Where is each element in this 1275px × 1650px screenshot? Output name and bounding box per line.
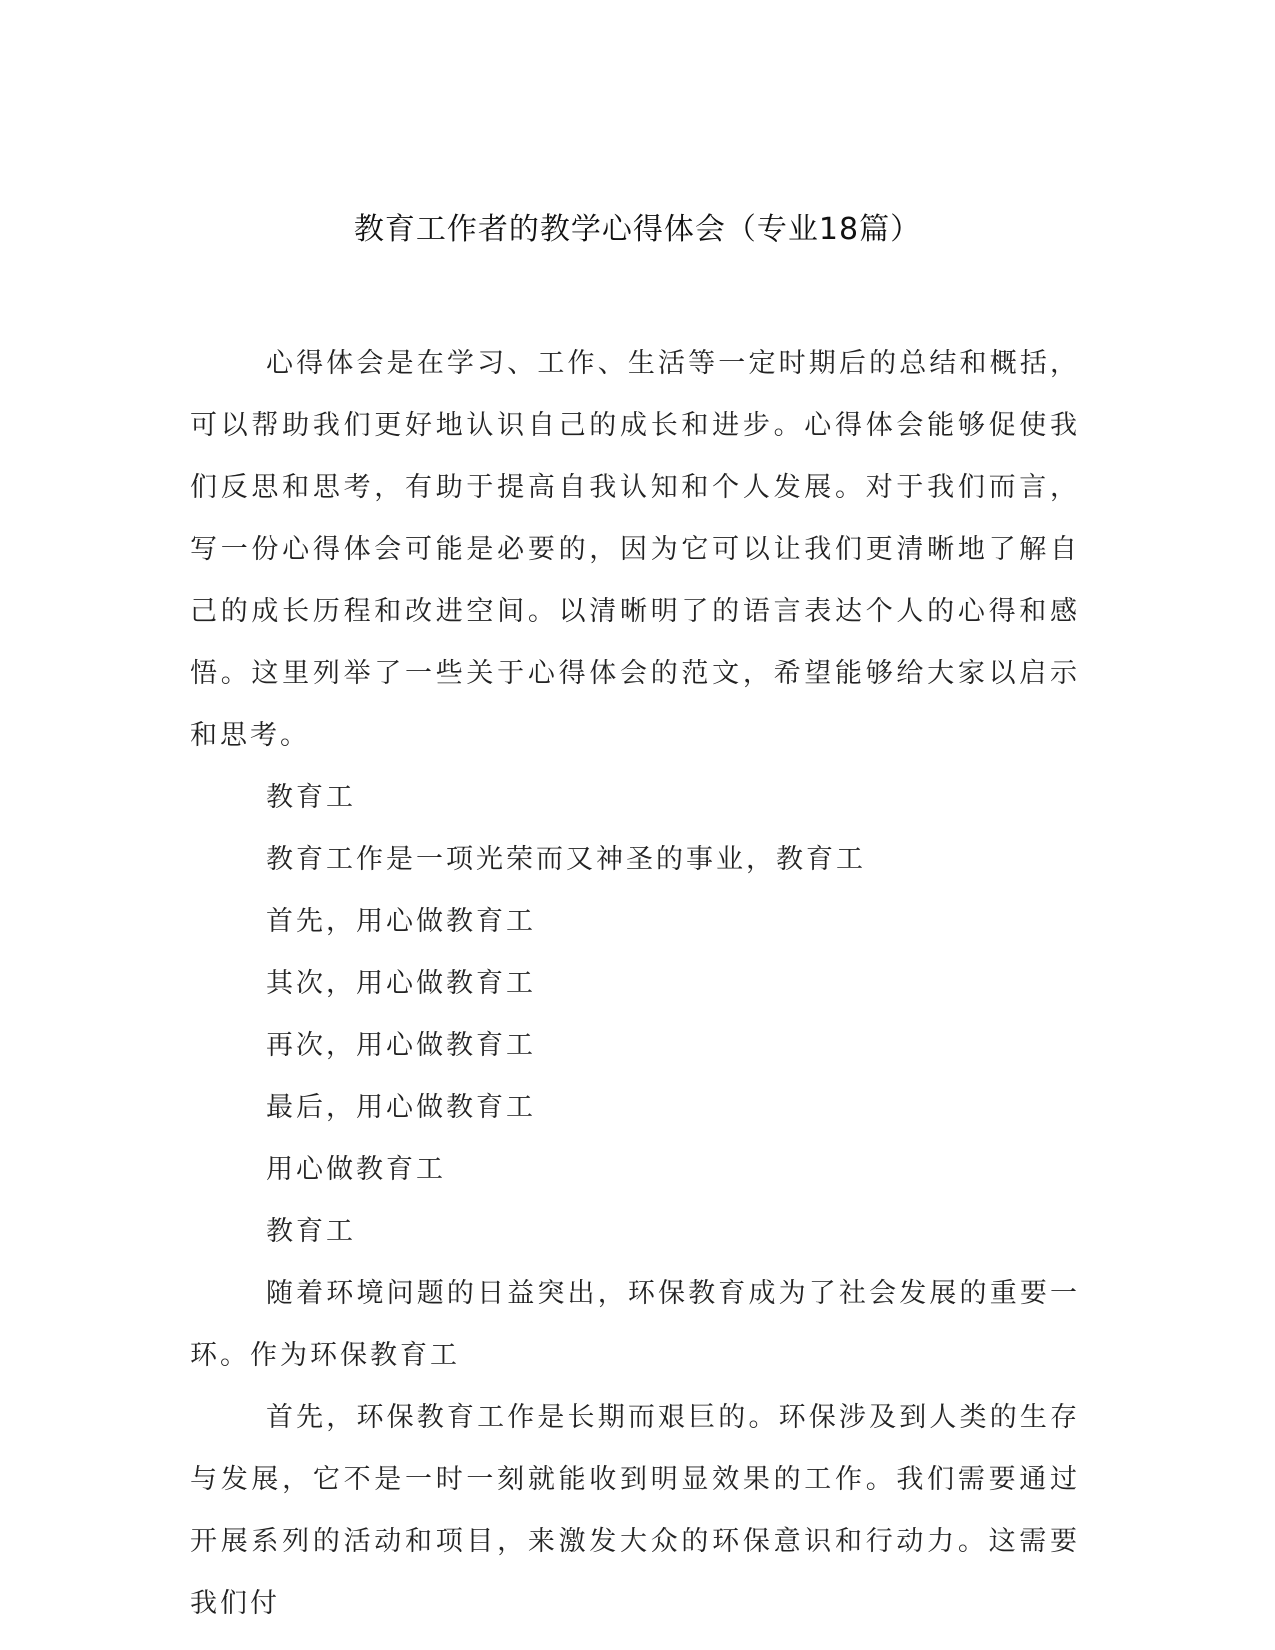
body-paragraph: 用心做教育工 (266, 1154, 446, 1185)
body-paragraph: 最后，用心做教育工 (266, 1092, 536, 1123)
body-paragraph: 首先，用心做教育工 (266, 906, 536, 937)
intro-paragraph: 心得体会是在学习、工作、生活等一定时期后的总结和概括，可以帮助我们更好地认识自己的成长和进步。心得体会能够促使我们反思和思考，有助于提高自我认知和个人发展。对于我们而言，写一份心得体会可能是必要的，因为它可以让我们更清晰地了解自己的成长历程和改进空间。以清晰明了的语言表达个人的心得和感悟。这里列举了一些关于心得体会的范文，希望能够给大家以启示和思考。 (190, 348, 1080, 751)
body-paragraph: 再次，用心做教育工 (266, 1030, 536, 1061)
body-paragraph: 教育工 (266, 782, 356, 813)
body-paragraph: 其次，用心做教育工 (266, 968, 536, 999)
document-title: 教育工作者的教学心得体会（专业18篇） (353, 212, 922, 247)
body-paragraph: 教育工作是一项光荣而又神圣的事业，教育工 (266, 844, 866, 875)
body-paragraph: 随着环境问题的日益突出，环保教育成为了社会发展的重要一环。作为环保教育工 (190, 1278, 1080, 1371)
body-paragraph: 首先，环保教育工作是长期而艰巨的。环保涉及到人类的生存与发展，它不是一时一刻就能收到明显效果的工作。我们需要通过开展系列的活动和项目，来激发大众的环保意识和行动力。这需要我们付 (190, 1402, 1080, 1619)
body-paragraph: 教育工 (266, 1216, 356, 1247)
document-body (190, 333, 1080, 1635)
